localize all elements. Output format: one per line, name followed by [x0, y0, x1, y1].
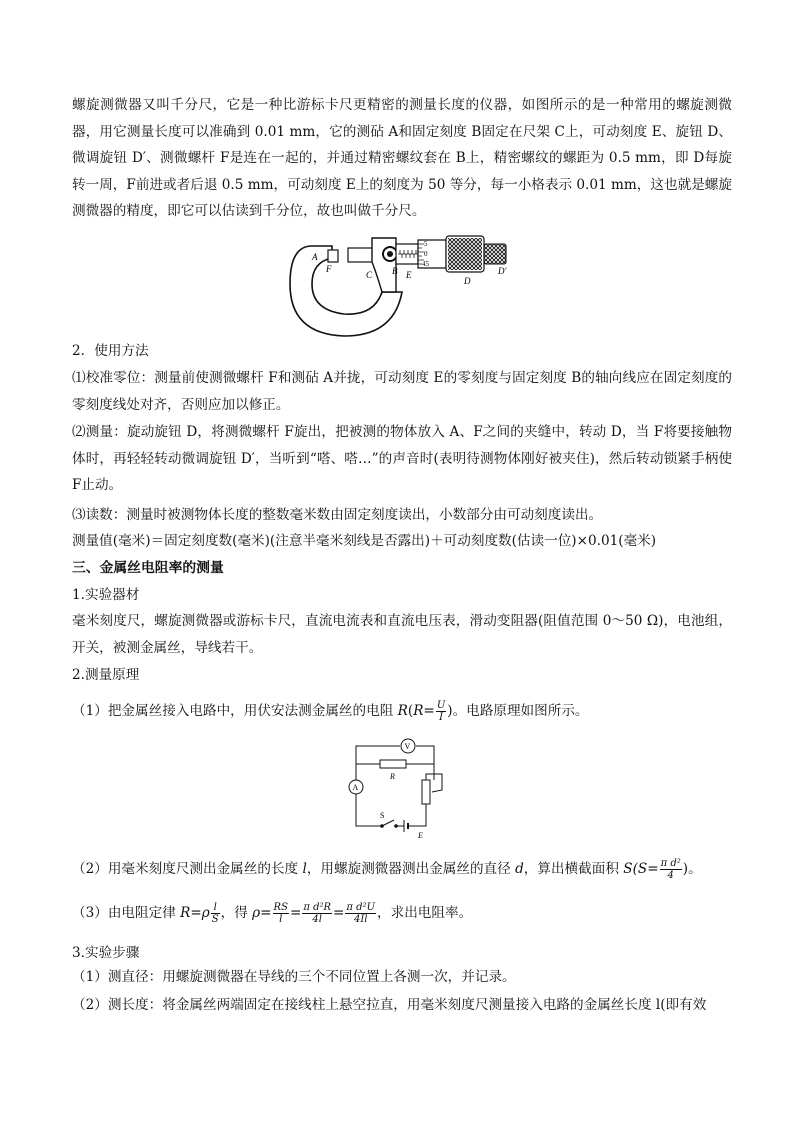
fine-knob-dp: [484, 244, 506, 264]
micrometer-figure: [282, 232, 522, 344]
label-a: A: [312, 252, 318, 262]
usage-measure: ⑵测量：旋动旋钮 D，将测微螺杆 F旋出，把被测的物体放入 A、F之间的夹缝中，转动 D，当 F将要接触物体时，再轻轻转动微调旋钮 D′，当听到“嗒、嗒…”的声音时(表明待测物体刚好被夹住)，然后转动锁紧手柄使 F止动。: [72, 424, 732, 493]
resistor-r: [380, 760, 406, 768]
circuit-diagram: [342, 738, 450, 842]
step-2: （2）测长度：将金属丝两端固定在接线柱上悬空拉直，用毫米刻度尺测量接入电路的金属丝长度 l(即有效: [72, 997, 707, 1013]
usage-heading: 2．使用方法: [72, 343, 149, 359]
tick-45: 45: [422, 260, 429, 268]
principle-2: （2）用毫米刻度尺测出金属丝的长度 l，用螺旋测微器测出金属丝的直径 d，算出横截面积 S(S= $\frac{\text{π d²}}{4}$ )。: [72, 858, 702, 881]
label-e: E: [406, 270, 412, 280]
equipment-list: 毫米刻度尺，螺旋测微器或游标卡尺，直流电流表和直流电压表，滑动变阻器(阻值范围 0～50 Ω)，电池组，开关，被测金属丝，导线若干。: [72, 613, 732, 656]
label-s: S: [380, 811, 385, 820]
principle-heading: 2.测量原理: [72, 667, 140, 683]
label-f: F: [326, 264, 332, 274]
equipment-heading: 1.实验器材: [72, 587, 140, 603]
tick-0: 0: [424, 250, 428, 258]
label-ammeter: A: [352, 783, 359, 792]
micrometer-intro-paragraph: 螺旋测微器又叫千分尺，它是一种比游标卡尺更精密的测量长度的仪器，如图所示的是一种常用的螺旋测微器，用它测量长度可以准确到 0.01 mm，它的测砧 A和固定刻度 B固定在尺架 C上，可动刻度 E、旋钮 D、微调旋钮 D′、测微螺杆 F是连在一起的，并通过精密螺纹套在 B上，精密螺纹的螺距为 0.5 mm，即 D每旋转一周，F前进或者后退 0.5 mm，可动刻度 E上的刻度为 50 等分，每一小格表示 0.01 mm，这也就是螺旋测微器的精度，即它可以估读到千分位，故也叫做千分尺。: [72, 97, 732, 219]
principle-1: （1）把金属丝接入电路中，用伏安法测金属丝的电阻 R(R= $\frac{U}{I}$ )。电路原理如图所示。: [72, 700, 589, 723]
tick-5: 5: [424, 240, 428, 248]
label-b: B: [392, 266, 398, 276]
label-c: C: [366, 270, 373, 280]
usage-calibration: ⑴校准零位：测量前使测微螺杆 F和测砧 A并拢，可动刻度 E的零刻度与固定刻度 B的轴向线应在固定刻度的零刻度线处对齐，否则应加以修正。: [72, 370, 732, 413]
anvil-a: [328, 250, 338, 262]
usage-formula: 测量值(毫米)＝固定刻度数(毫米)(注意半毫米刻线是否露出)＋可动刻度数(估读一位)×0.01(毫米): [72, 533, 657, 549]
label-v: V: [404, 742, 411, 751]
label-e: E: [418, 831, 423, 840]
section-title: 三、金属丝电阻率的测量: [72, 560, 224, 576]
usage-reading: ⑶读数：测量时被测物体长度的整数毫米数由固定刻度读出，小数部分由可动刻度读出。: [72, 507, 603, 523]
principle-3: （3）由电阻定律 R=ρ $\frac{l}{S}$ ，得 ρ= $\frac{RS}{l}$ = $\frac{\text{π d²R}}{4l}$ = $\frac{\text{π d²U}}{4Il}$ ，求出电阻率。: [72, 902, 473, 925]
step-1: （1）测直径：用螺旋测微器在导线的三个不同位置上各测一次，并记录。: [72, 969, 516, 985]
steps-heading: 3.实验步骤: [72, 945, 140, 961]
label-r: R: [390, 772, 395, 781]
rheostat: [422, 780, 430, 804]
label-dp: D′: [498, 266, 507, 276]
label-d: D: [464, 276, 471, 286]
